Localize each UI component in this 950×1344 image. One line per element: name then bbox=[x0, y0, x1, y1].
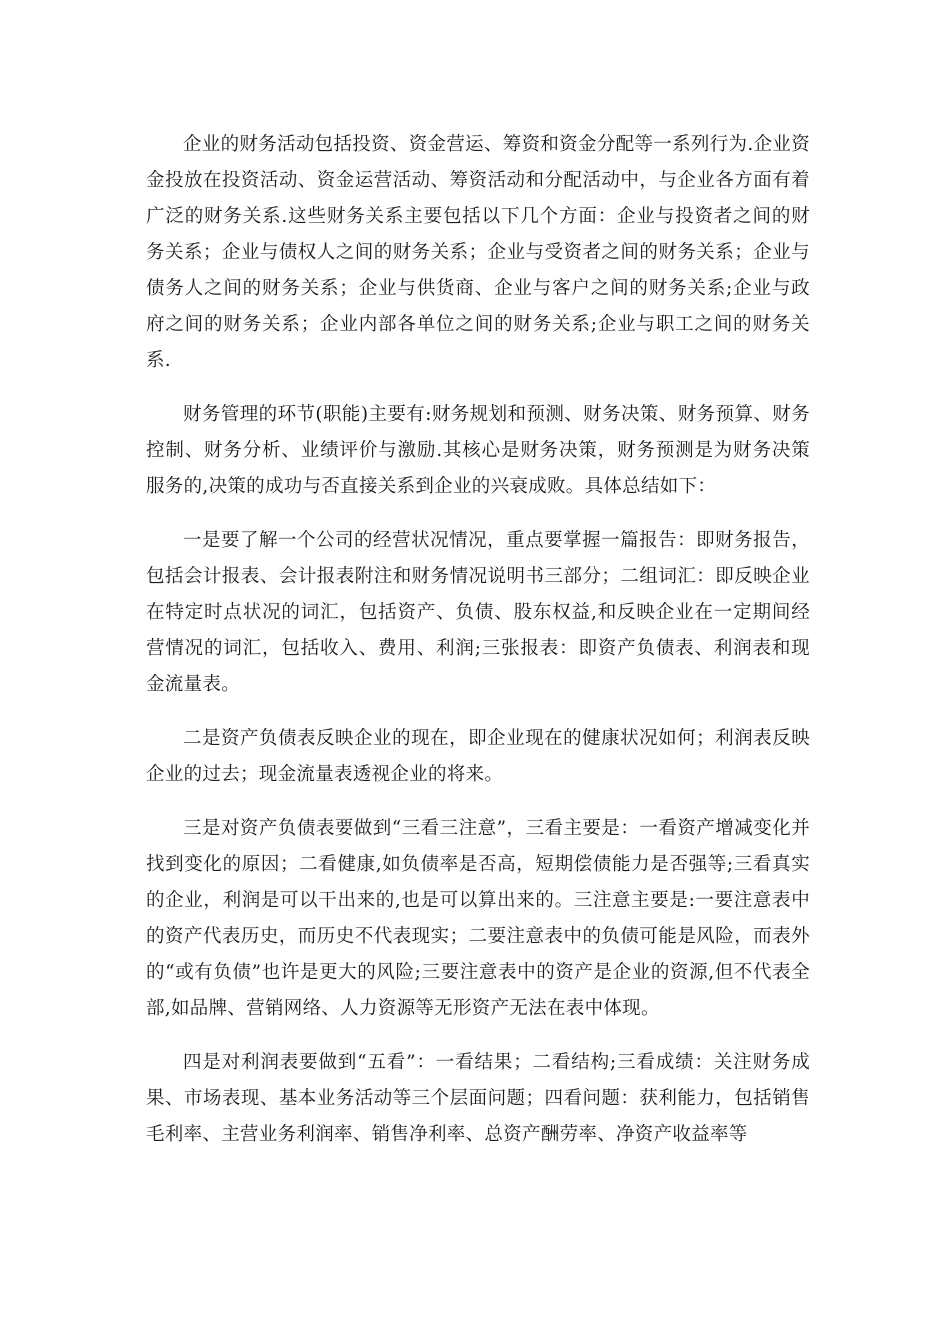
paragraph-point-three: 三是对资产负债表要做到“三看三注意”，三看主要是：一看资产增减变化并找到变化的原因；二看健康,如负债率是否高，短期偿债能力是否强等;三看真实的企业，利润是可以干出来的,也是可以算出来的。三注意主要是:一要注意表中的资产代表历史，而历史不代表现实；二要注意表中的负债可能是风险，而表外的“或有负债”也许是更大的风险;三要注意表中的资产是企业的资源,但不代表全部,如品牌、营销网络、人力资源等无形资产无法在表中体现。 bbox=[146, 818, 810, 1019]
paragraph-point-four: 四是对利润表要做到“五看”：一看结果；二看结构;三看成绩：关注财务成果、市场表现、基本业务活动等三个层面问题；四看问题：获利能力，包括销售毛利率、主营业务利润率、销售净利率、总资产酬劳率、净资产收益率等 bbox=[146, 1052, 810, 1145]
paragraph-point-one: 一是要了解一个公司的经营状况情况，重点要掌握一篇报告：即财务报告，包括会计报表、会计报表附注和财务情况说明书三部分；二组词汇：即反映企业在特定时点状况的词汇，包括资产、负债、股东权益,和反映企业在一定期间经营情况的词汇，包括收入、费用、利润;三张报表：即资产负债表、利润表和现金流量表。 bbox=[146, 530, 810, 695]
paragraph-management-functions: 财务管理的环节(职能)主要有:财务规划和预测、财务决策、财务预算、财务控制、财务分析、业绩评价与激励.其核心是财务决策，财务预测是为财务决策服务的,决策的成功与否直接关系到企业的兴衰成败。具体总结如下： bbox=[146, 404, 810, 497]
document-body bbox=[146, 127, 810, 1153]
paragraph-financial-activities: 企业的财务活动包括投资、资金营运、筹资和资金分配等一系列行为.企业资金投放在投资活动、资金运营活动、筹资活动和分配活动中，与企业各方面有着广泛的财务关系.这些财务关系主要包括以下几个方面：企业与投资者之间的财务关系；企业与债权人之间的财务关系；企业与受资者之间的财务关系；企业与债务人之间的财务关系；企业与供货商、企业与客户之间的财务关系;企业与政府之间的财务关系；企业内部各单位之间的财务关系;企业与职工之间的财务关系. bbox=[146, 134, 810, 371]
paragraph-point-two: 二是资产负债表反映企业的现在，即企业现在的健康状况如何；利润表反映企业的过去；现金流量表透视企业的将来。 bbox=[146, 728, 810, 785]
